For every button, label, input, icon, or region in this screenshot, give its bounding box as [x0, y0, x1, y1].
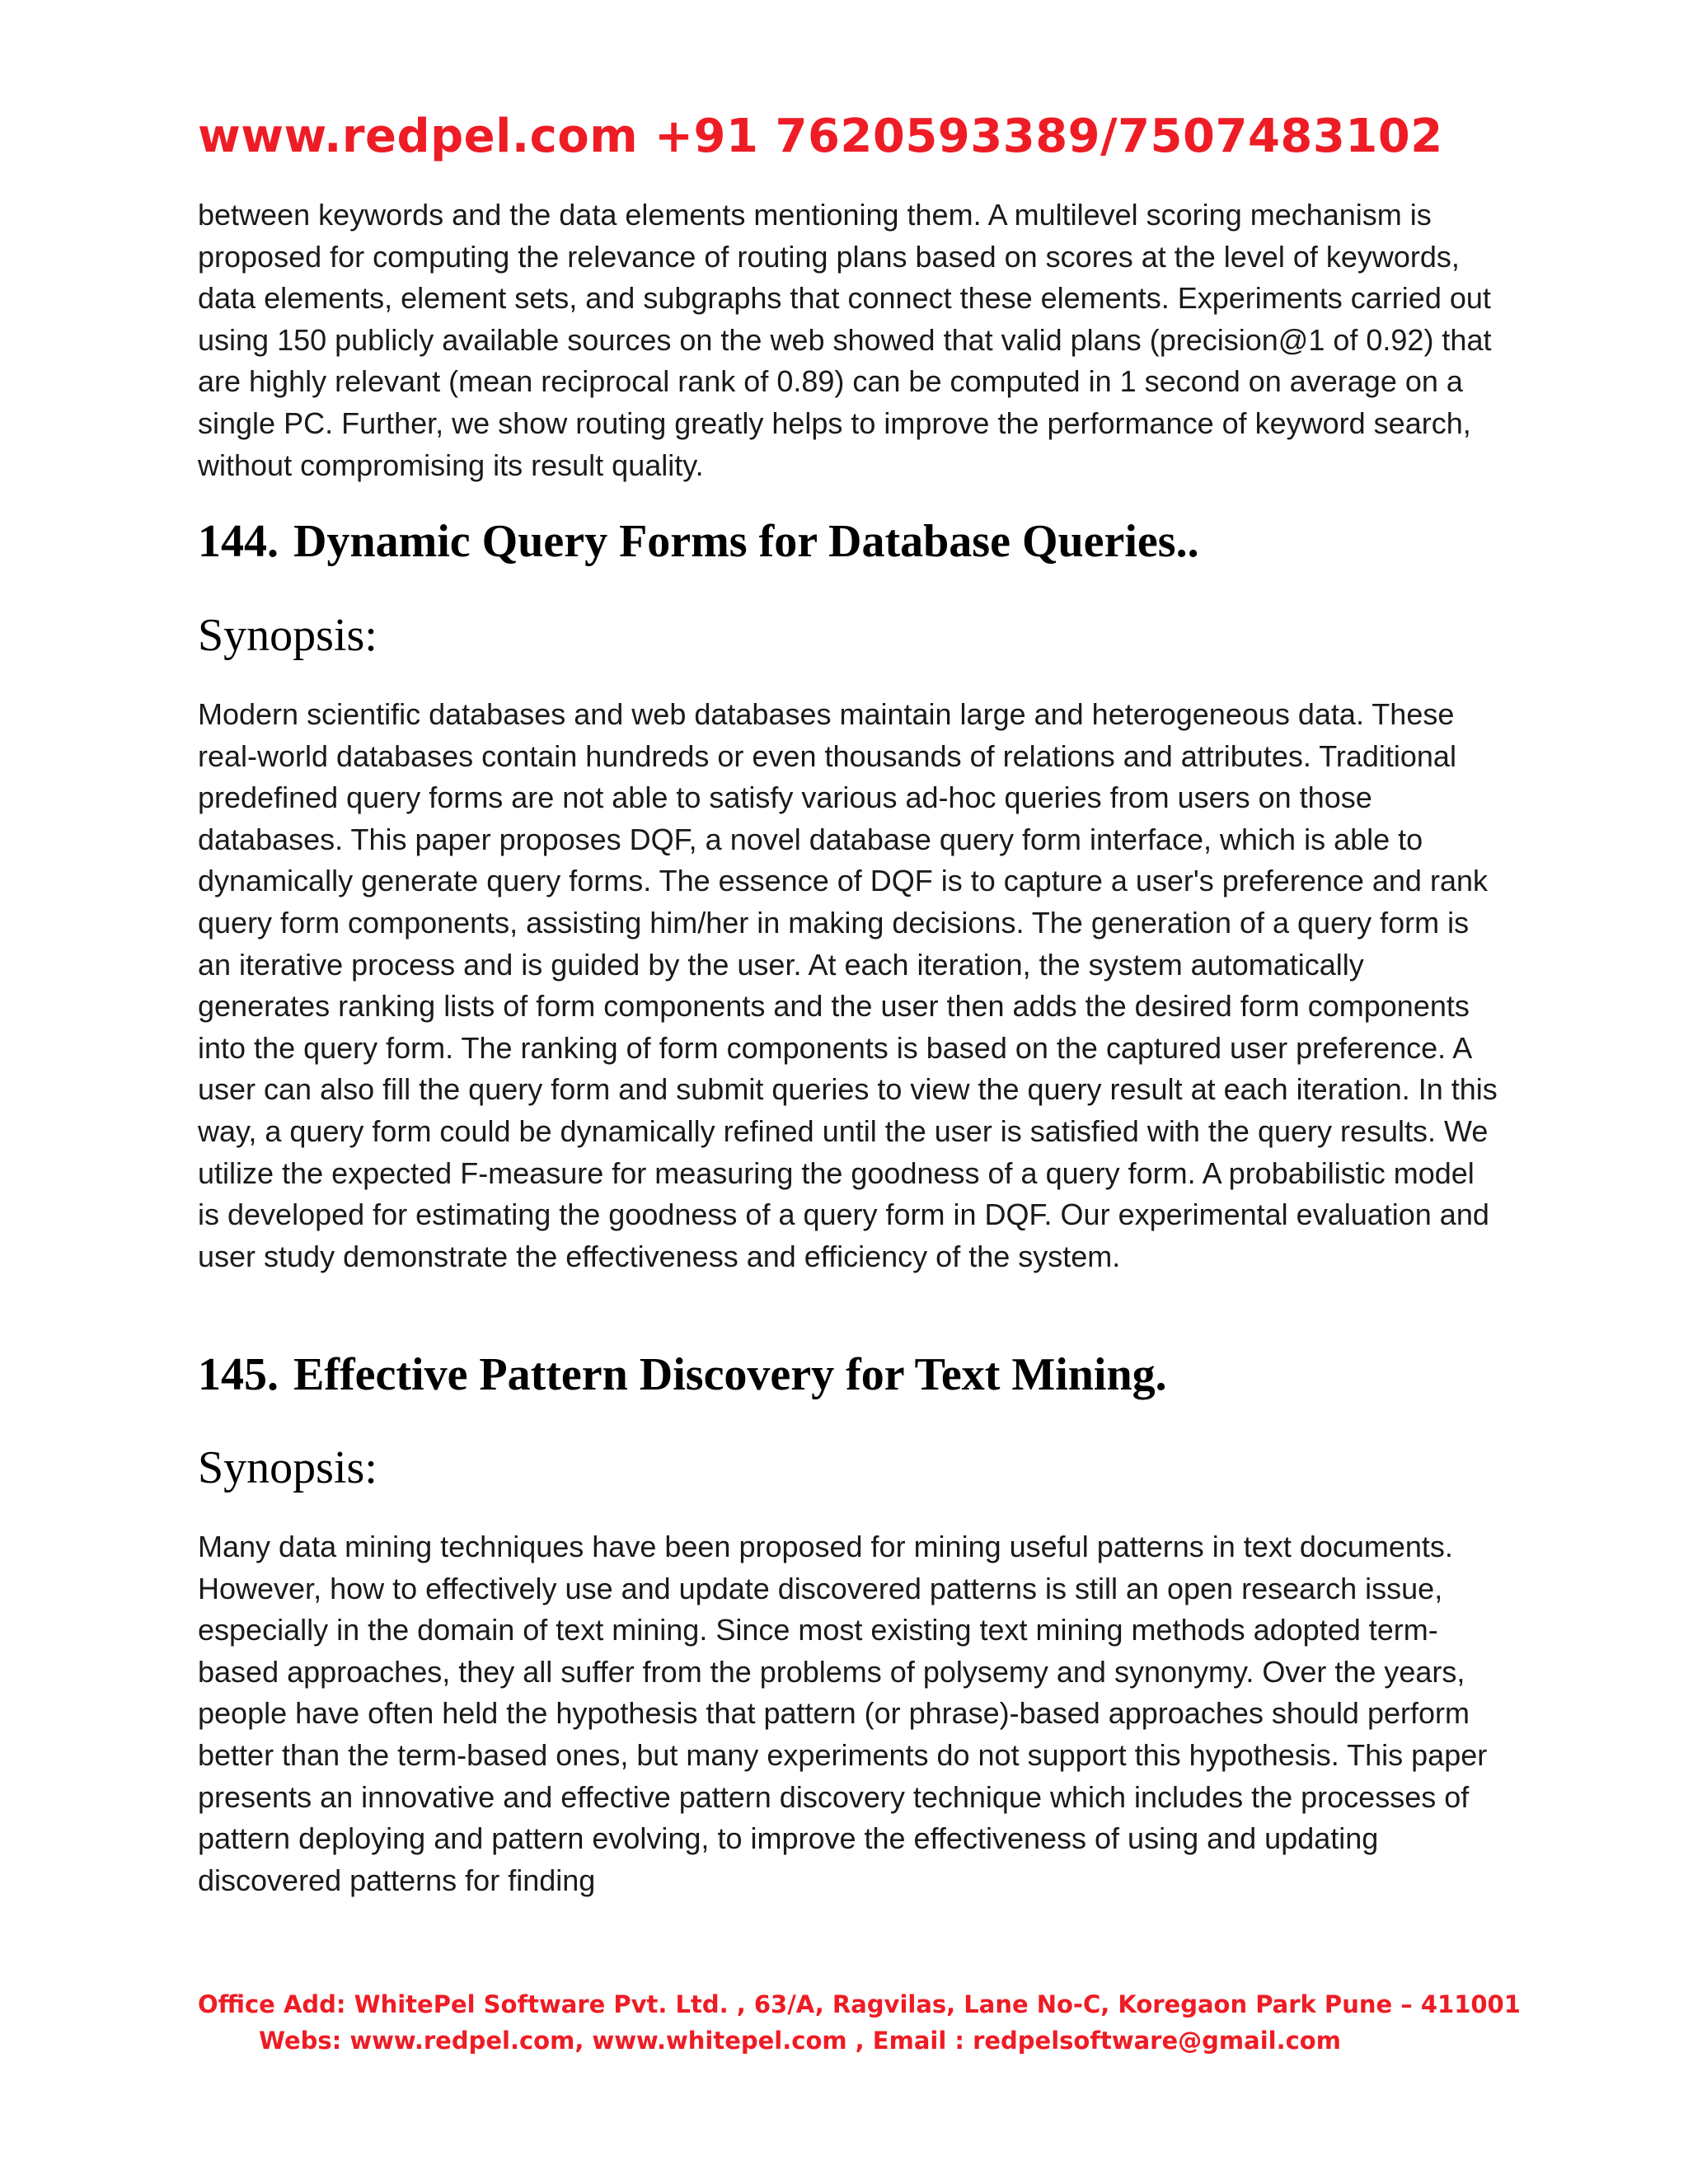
section-144-body [198, 694, 1500, 1277]
footer-web-line: Webs: www.redpel.com, www.whitepel.com , Email : redpelsoftware@gmail.com [259, 2027, 1341, 2055]
section-145-synopsis-label: Synopsis: [198, 1442, 377, 1493]
section-144-title: Dynamic Query Forms for Database Queries.. [293, 516, 1199, 567]
section-144-number: 144. [198, 516, 279, 567]
section-145-paragraph: Many data mining techniques have been proposed for mining useful patterns in text documents. However, how to effectively use and update discovered patterns is still an open research issue, especially in the domain of text mining. Since most existing text mining methods adopted term-based approaches, they all suffer from the problems of polysemy and synonymy. Over the years, people have often held the hypothesis that pattern (or phrase)-based approaches should perform better than the term-based ones, but many experiments do not support this hypothesis. This paper presents an innovative and effective pattern discovery technique which includes the processes of pattern deploying and pattern evolving, to improve the effectiveness of using and updating discovered patterns for finding [198, 1530, 1488, 1897]
section-145-number: 145. [198, 1349, 279, 1400]
section-144-heading [198, 513, 1517, 570]
intro-block [198, 194, 1500, 486]
section-144-synopsis-label: Synopsis: [198, 610, 377, 661]
section-145-title: Effective Pattern Discovery for Text Mining. [293, 1349, 1167, 1400]
header-contact-line: www.redpel.com +91 7620593389/7507483102 [198, 110, 1443, 163]
intro-paragraph: between keywords and the data elements mentioning them. A multilevel scoring mechanism is proposed for computing the relevance of routing plans based on scores at the level of keywords, data elements, element sets, and subgraphs that connect these elements. Experiments carried out using 150 publicly available sources on the web showed that valid plans (precision@1 of 0.92) that are highly relevant (mean reciprocal rank of 0.89) can be computed in 1 second on average on a single PC. Further, we show routing greatly helps to improve the performance of keyword search, without compromising its result quality. [198, 198, 1492, 482]
section-144-paragraph: Modern scientific databases and web databases maintain large and heterogeneous data. These real-world databases contain hundreds or even thousands of relations and attributes. Traditional predefined query forms are not able to satisfy various ad-hoc queries from users on those databases. This paper proposes DQF, a novel database query form interface, which is able to dynamically generate query forms. The essence of DQF is to capture a user's preference and rank query form components, assisting him/her in making decisions. The generation of a query form is an iterative process and is guided by the user. At each iteration, the system automatically generates ranking lists of form components and the user then adds the desired form components into the query form. The ranking of form components is based on the captured user preference. A user can also fill the query form and submit queries to view the query result at each iteration. In this way, a query form could be dynamically refined until the user is satisfied with the query results. We utilize the expected F-measure for measuring the goodness of a query form. A probabilistic model is developed for estimating the goodness of a query form in DQF. Our experimental evaluation and user study demonstrate the effectiveness and efficiency of the system. [198, 697, 1498, 1273]
section-145-heading [198, 1346, 1517, 1404]
footer-address-line: Office Add: WhitePel Software Pvt. Ltd. , 63/A, Ragvilas, Lane No-C, Koregaon Park Pune – 411001 [198, 1990, 1521, 2018]
section-145-body [198, 1526, 1500, 1901]
